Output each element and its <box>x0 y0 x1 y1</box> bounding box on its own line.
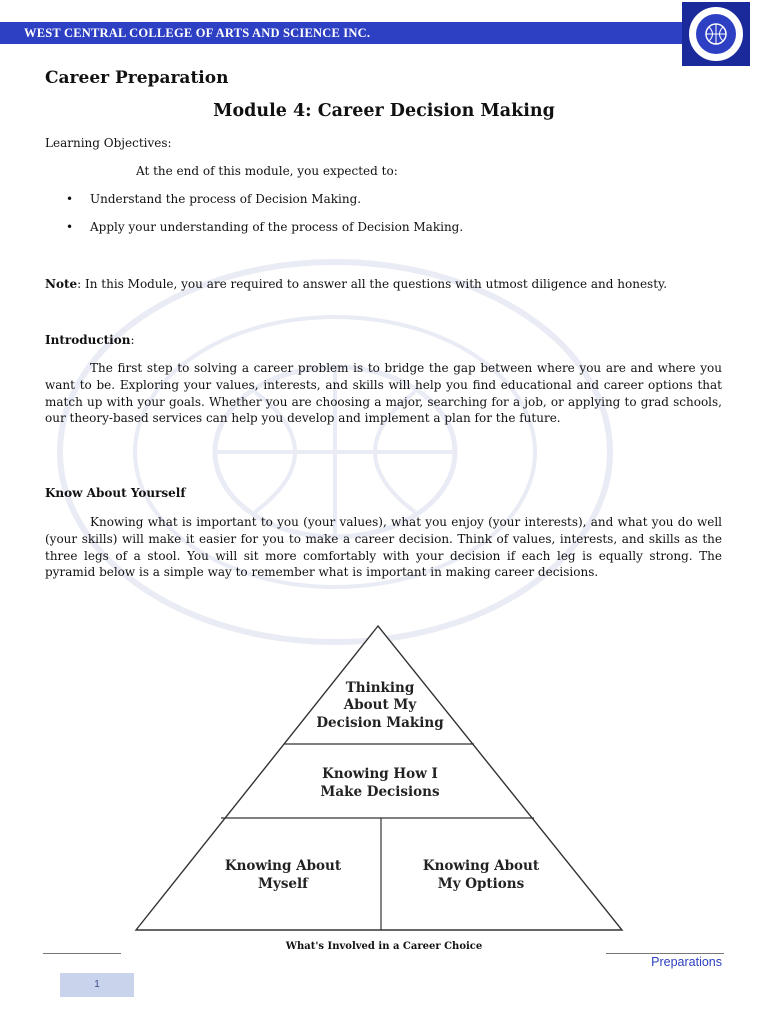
pyramid-middle-line: Knowing How I <box>322 766 438 782</box>
pyramid-bottom-left-line: Knowing About <box>224 858 342 874</box>
objective-item: Understand the process of Decision Making. <box>90 192 362 206</box>
career-choice-pyramid <box>130 620 630 935</box>
bullet-marker: • <box>66 220 74 234</box>
pyramid-top-line: About My <box>343 697 417 713</box>
know-yourself-paragraph: Knowing what is important to you (your values), what you enjoy (your interests), and what you do well (your skills) will make it easier for you to make a career decision. Think of values, interests, and skills as the three legs of a stool. You will sit more comfortably with your decision if each leg is equally strong. The pyramid below is a simple way to remember what is important in making career decisions. <box>45 515 722 580</box>
note-text: : In this Module, you are required to answer all the questions with utmost diligence and honesty. <box>77 277 668 291</box>
pyramid-middle-line: Make Decisions <box>320 784 440 800</box>
college-logo <box>682 2 750 66</box>
introduction-heading: Introduction <box>45 333 131 347</box>
introduction-paragraph: The first step to solving a career problem is to bridge the gap between where you are and where you want to be. Exploring your values, interests, and skills will help you find educational and career options that match up with your goals. Whether you are choosing a major, searching for a job, or applying to grad schools, our theory-based services can help you develop and implement a plan for the future. <box>45 361 722 426</box>
pyramid-bottom-right-line: Knowing About <box>422 858 540 874</box>
objectives-intro: At the end of this module, you expected to: <box>136 164 398 178</box>
pyramid-bottom-left-line: Myself <box>258 876 308 892</box>
course-title: Career Preparation <box>45 68 229 88</box>
pyramid-top-line: Decision Making <box>316 715 444 731</box>
pyramid-top-line: Thinking <box>345 680 415 696</box>
bullet-marker: • <box>66 192 74 206</box>
pyramid-bottom-right-line: My Options <box>437 876 525 892</box>
module-title: Module 4: Career Decision Making <box>213 101 555 121</box>
know-yourself-heading: Know About Yourself <box>45 486 186 500</box>
objectives-heading: Learning Objectives: <box>45 136 172 150</box>
objective-item: Apply your understanding of the process of Decision Making. <box>90 220 464 234</box>
college-seal-watermark <box>55 252 615 647</box>
footer-divider-right <box>606 953 724 954</box>
note-line <box>45 277 667 291</box>
footer-divider-left <box>43 953 121 954</box>
pyramid-caption: What's Involved in a Career Choice <box>285 941 483 952</box>
note-label: Note <box>45 277 78 291</box>
page-number: 1 <box>60 973 134 997</box>
introduction-heading-line <box>45 333 135 347</box>
introduction-heading-colon: : <box>130 333 135 347</box>
institution-name: WEST CENTRAL COLLEGE OF ARTS AND SCIENCE INC. <box>24 26 371 40</box>
footer-course-label: Preparations <box>651 955 722 969</box>
